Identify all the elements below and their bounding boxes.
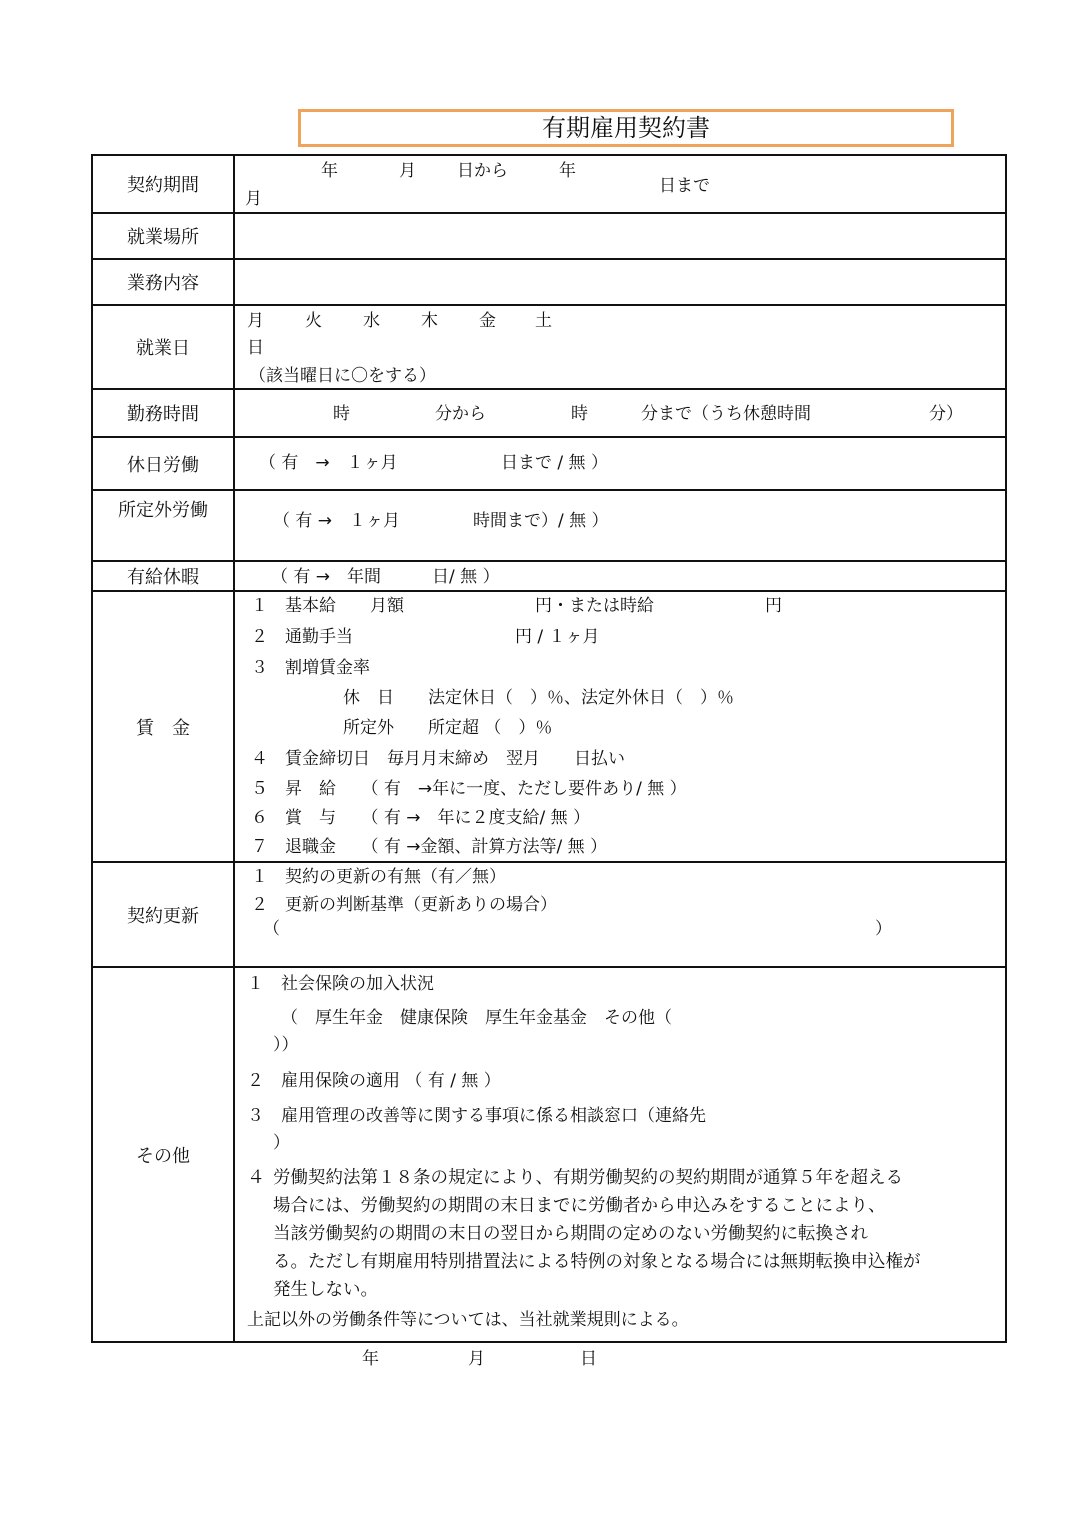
day-tue[interactable]: 火 (305, 311, 322, 331)
wage-line3: ３ 割増賃金率 (251, 658, 370, 678)
cp-year2: 年 (559, 161, 576, 181)
other-item1-detail[interactable]: （ 厚生年金 健康保険 厚生年金基金 その他（ (281, 1008, 672, 1028)
other-item4-num: ４ (247, 1167, 265, 1188)
label-renewal: 契約更新 (93, 863, 235, 966)
job-content-field[interactable] (235, 260, 1005, 304)
hw-text2: 日まで / 無 ） (501, 453, 608, 473)
wh-min-from: 分から (435, 404, 486, 424)
row-renewal (93, 863, 1005, 968)
row-paid-leave (93, 562, 1005, 592)
cp-month1: 月 (399, 161, 416, 181)
other-item4-line3: 当該労働契約の期間の末日の翌日から期間の定めのない労働契約に転換され (273, 1224, 868, 1244)
wh-break: 分） (929, 404, 963, 424)
day-sat[interactable]: 土 (535, 311, 552, 331)
paid-leave-field[interactable] (235, 562, 1005, 590)
work-hours-field[interactable] (235, 390, 1005, 436)
wage-line9: ７ 退職金 （ 有 →金額、計算方法等/ 無 ） (251, 837, 608, 857)
wage-line7: ５ 昇 給 （ 有 →年に一度、ただし要件あり/ 無 ） (251, 779, 687, 799)
other-item1-close: ）） (273, 1035, 299, 1055)
row-wages (93, 592, 1005, 863)
wage-line2-b: 円 / １ヶ月 (515, 627, 600, 647)
wage-line1-a: １ 基本給 月額 (251, 596, 404, 616)
row-workplace (93, 214, 1005, 260)
row-work-hours (93, 390, 1005, 438)
other-footer-note: 上記以外の労働条件等については、当社就業規則による。 (247, 1310, 689, 1330)
wh-hour-end: 時 (571, 404, 588, 424)
row-overtime (93, 491, 1005, 562)
wh-hour-start: 時 (333, 404, 350, 424)
other-item4-line1: 労働契約法第１８条の規定により、有期労働契約の契約期間が通算５年を超える (273, 1168, 903, 1188)
wage-line4: 休 日 法定休日（ ）％、法定外休日（ ）％ (343, 688, 734, 708)
day-wed[interactable]: 水 (363, 311, 380, 331)
ot-text2: 時間まで）/ 無 ） (473, 511, 609, 531)
other-item4-line4: る。ただし有期雇用特別措置法による特例の対象となる場合には無期転換申込権が (273, 1252, 921, 1272)
label-overtime: 所定外労働 (93, 491, 235, 560)
wage-line6: ４ 賃金締切日 毎月月末締め 翌月 日払い (251, 749, 625, 769)
label-contract-period: 契約期間 (93, 156, 235, 212)
wage-line1-c: 円 (765, 596, 782, 616)
renewal-paren-close: ） (875, 919, 892, 939)
cp-year1: 年 (321, 161, 338, 181)
work-days-note: （該当曜日に〇をする） (249, 366, 436, 386)
sig-year: 年 (362, 1349, 379, 1369)
overtime-field[interactable] (235, 491, 1005, 560)
wh-min-until: 分まで（うち休憩時間 (641, 404, 811, 424)
label-work-days: 就業日 (93, 306, 235, 388)
other-item1-title: １ 社会保険の加入状況 (247, 974, 434, 994)
other-item4-line5: 発生しない。 (273, 1280, 378, 1300)
wage-line1-b: 円・または時給 (535, 596, 654, 616)
renewal-field[interactable] (235, 863, 1005, 966)
other-item3[interactable]: ３ 雇用管理の改善等に関する事項に係る相談窓口（連絡先 (247, 1106, 706, 1126)
renewal-line2: ２ 更新の判断基準（更新ありの場合） (251, 895, 557, 915)
label-other: その他 (93, 968, 235, 1341)
label-holiday-work: 休日労働 (93, 438, 235, 489)
other-field (235, 968, 1005, 1341)
work-days-field (235, 306, 1005, 388)
label-workplace: 就業場所 (93, 214, 235, 258)
other-item2[interactable]: ２ 雇用保険の適用 （ 有 / 無 ） (247, 1071, 501, 1091)
label-job-content: 業務内容 (93, 260, 235, 304)
hw-text1: （ 有 → １ヶ月 (259, 453, 398, 473)
document-title: 有期雇用契約書 (298, 109, 954, 147)
sig-month: 月 (468, 1349, 485, 1369)
day-sun[interactable]: 日 (247, 338, 264, 358)
contract-form (91, 154, 1007, 1343)
day-thu[interactable]: 木 (421, 311, 438, 331)
row-other (93, 968, 1005, 1341)
label-wages: 賃 金 (93, 592, 235, 861)
workplace-field[interactable] (235, 214, 1005, 258)
cp-day-from: 日から (457, 161, 508, 181)
contract-period-field[interactable] (235, 156, 1005, 212)
renewal-paren-open: （ (263, 919, 280, 939)
wages-field[interactable] (235, 592, 1005, 861)
ot-text1: （ 有 → １ヶ月 (273, 511, 401, 531)
label-work-hours: 勤務時間 (93, 390, 235, 436)
cp-day-until: 日まで (659, 176, 710, 196)
pl-text: （ 有 → 年間 日/ 無 ） (271, 567, 500, 587)
other-item4-line2: 場合には、労働契約の期間の末日までに労働者から申込みをすることにより、 (273, 1196, 886, 1216)
sig-day: 日 (580, 1349, 597, 1369)
row-work-days (93, 306, 1005, 390)
row-job-content (93, 260, 1005, 306)
renewal-line1: １ 契約の更新の有無（有／無） (251, 867, 506, 887)
label-paid-leave: 有給休暇 (93, 562, 235, 590)
cp-month2: 月 (245, 189, 262, 209)
wage-line5: 所定外 所定超 （ ）％ (343, 718, 553, 738)
signature-date[interactable] (0, 1348, 1086, 1370)
wage-line8: ６ 賞 与 （ 有 → 年に２度支給/ 無 ） (251, 808, 591, 828)
row-contract-period (93, 156, 1005, 214)
holiday-work-field[interactable] (235, 438, 1005, 489)
other-item3-close: ） (273, 1133, 290, 1153)
wage-line2-a: ２ 通勤手当 (251, 627, 353, 647)
day-mon[interactable]: 月 (247, 311, 264, 331)
day-fri[interactable]: 金 (479, 311, 496, 331)
row-holiday-work (93, 438, 1005, 491)
